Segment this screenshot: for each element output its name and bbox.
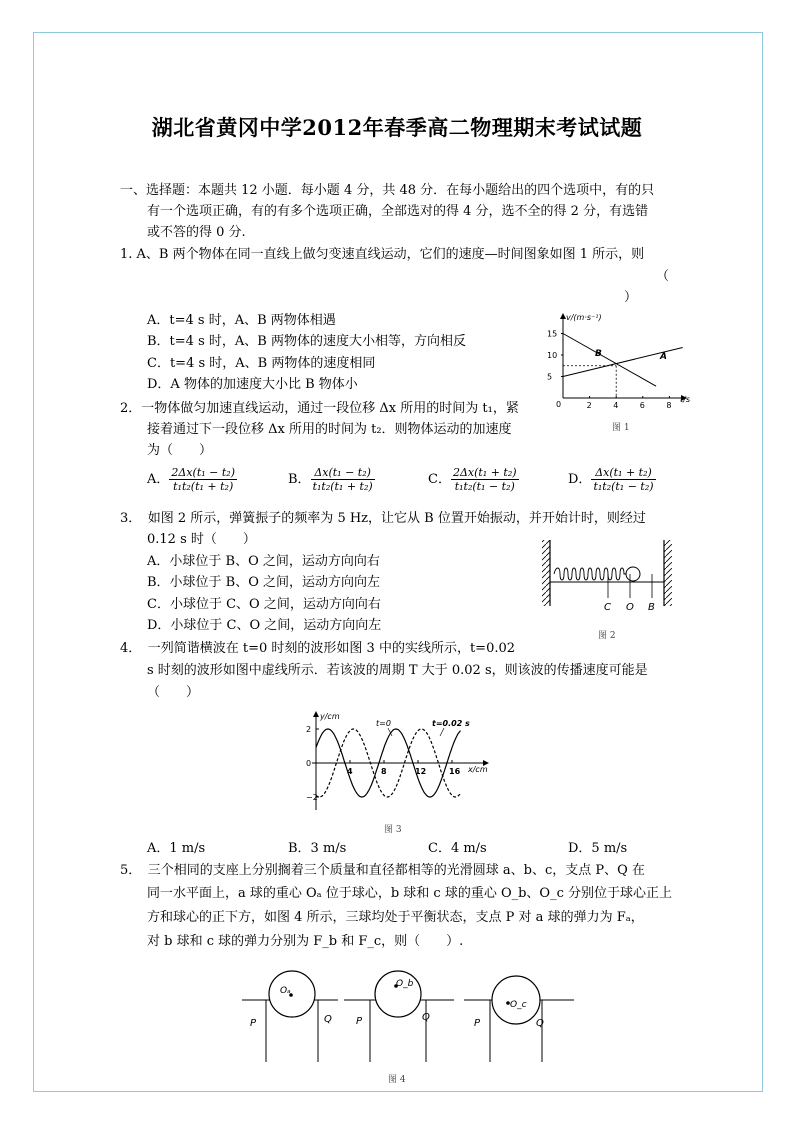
fig1-ytick-15: 15 [547,329,558,339]
q2-option-c-label: C． [428,472,451,487]
q4-line3: （ ） [147,685,200,700]
q1-paren-close: ） [624,290,638,305]
q4-line1: 4． 一列简谐横波在 t=0 时刻的波形如图 3 中的实线所示，t=0.02 [120,641,516,656]
fig1-label-b: B [595,349,602,359]
fig1-xtick-8: 8 [666,401,672,410]
fig4-ball-a [242,971,338,1062]
fig1-ylabel: v/(m·s⁻¹) [566,313,602,322]
q3-line1: 3． 如图 2 所示，弹簧振子的频率为 5 Hz，让它从 B 位置开始振动，并开始计时，则经过 [120,511,646,526]
q4-option-b: B．3 m/s [288,841,347,856]
q2-line1: 2．一物体做匀加速直线运动，通过一段位移 Δx 所用的时间为 t₁，紧 [120,401,519,416]
q4-option-c: C．4 m/s [428,841,487,856]
spring [554,568,626,580]
fig1-xtick-2: 2 [586,401,592,410]
fig1-origin: 0 [556,400,562,409]
q4-figure-caption: 图 3 [384,825,402,835]
fig4-p-c: P [474,1018,481,1029]
q2-option-a-den: t₁t₂(t₁ + t₂) [173,480,234,493]
q5-line3: 方和球心的正下方，如图 4 所示，三球均处于平衡状态，支点 P 对 a 球的弹力为 Fₐ， [147,910,644,925]
fig3-xtick-12: 12 [415,767,427,776]
fig3-solid-label: t=0 [376,719,391,728]
q4-option-d: D．5 m/s [568,841,628,856]
q3-figure-caption: 图 2 [598,631,616,641]
fig2-label-b: B [648,602,655,613]
section-instructions-line3: 或不答的得 0 分. [147,225,246,240]
q1-figure-caption: 图 1 [612,423,630,433]
q2-option-d-den: t₁t₂(t₁ − t₂) [593,480,654,493]
fig3-dashed-label: t=0.02 s [432,719,470,728]
fig4-ball-c [464,976,574,1062]
q4-line2: s 时刻的波形如图中虚线所示．若该波的周期 T 大于 0.02 s，则该波的传播速度可能是 [147,663,648,678]
q2-line2: 接着通过下一段位移 Δx 所用的时间为 t₂．则物体运动的加速度 [147,422,512,437]
q5-figure-caption: 图 4 [388,1075,406,1085]
fig4-p-a: P [250,1018,257,1029]
section-instructions-line1: 一、选择题：本题共 12 小题．每小题 4 分，共 48 分．在每小题给出的四个选项中，有的只 [120,183,655,198]
figure-4-three-balls [236,962,580,1066]
page-title: 湖北省黄冈中学2012年春季高二物理期末考试试题 [151,115,643,140]
q2-option-c-den: t₁t₂(t₁ − t₂) [454,480,515,493]
q3-line2: 0.12 s 时（ ） [147,532,256,547]
q2-option-a-label: A． [147,472,170,487]
fig1-label-a: A [660,352,667,362]
q2-option-d-label: D． [568,472,592,487]
q3-option-b: B．小球位于 B、O 之间，运动方向向左 [147,575,381,590]
q1-stem: 1. A、B 两个物体在同一直线上做匀变速直线运动，它们的速度—时间图象如图 1 所示，则 [120,247,645,262]
q3-option-c: C．小球位于 C、O 之间，运动方向向右 [147,597,381,612]
fig4-p-b: P [356,1016,363,1027]
fig4-ball-b [344,971,454,1062]
q2-option-a [147,466,237,494]
fig3-ylabel: y/cm [320,712,340,721]
q2-line3: 为（ ） [147,443,213,458]
q2-option-b [288,466,375,494]
q1-option-c: C．t=4 s 时，A、B 两物体的速度相同 [147,356,376,371]
fig4-q-b: Q [422,1012,430,1023]
q4-option-a: A．1 m/s [147,841,206,856]
fig1-xlabel: t/s [680,395,690,404]
fig4-q-c: Q [536,1018,544,1029]
q5-line4: 对 b 球和 c 球的弹力分别为 F_b 和 F_c，则（ ）. [147,934,464,949]
q2-option-b-label: B． [288,472,311,487]
q2-option-b-num: Δx(t₁ − t₂) [311,466,375,480]
q2-option-d [568,466,656,494]
section-instructions-line2: 有一个选项正确，有的有多个选项正确，全部选对的得 4 分，选不全的得 2 分，有选错 [147,204,649,219]
fig4-center-c: O_c [510,1000,527,1010]
fig4-center-b: O_b [396,979,414,989]
figure-1-vt-graph [536,306,696,418]
q2-option-c [428,466,519,494]
fig4-q-a: Q [324,1014,332,1025]
fig1-xtick-6: 6 [639,401,645,410]
oscillator-ball [626,567,640,581]
q1-option-a: A．t=4 s 时，A、B 两物体相遇 [147,313,336,328]
q2-option-b-den: t₁t₂(t₁ + t₂) [312,480,373,493]
q1-paren-open: （ [656,269,670,284]
q5-line1: 5． 三个相同的支座上分别搁着三个质量和直径都相等的光滑圆球 a、b、c，支点 P、Q 在 [120,863,645,878]
fig3-ytick-1: 0 [306,759,312,768]
fig1-ytick-10: 10 [547,351,558,360]
q5-line2: 同一水平面上，a 球的重心 Oₐ 位于球心，b 球和 c 球的重心 O_b、O_c 分别位于球心正上 [147,886,673,901]
q2-option-d-num: Δx(t₁ + t₂) [591,466,655,480]
fig3-xlabel: x/cm [468,765,488,774]
fig1-xtick-4: 4 [613,401,619,410]
fig3-ytick-2: −2 [306,793,318,802]
q1-option-b: B．t=4 s 时，A、B 两物体的速度大小相等，方向相反 [147,334,466,349]
figure-3-wave-graph [292,706,492,814]
fig3-xtick-4: 4 [347,767,353,776]
fig1-ytick-5: 5 [547,372,553,382]
fig3-xtick-16: 16 [449,767,461,776]
q3-option-a: A．小球位于 B、O 之间，运动方向向右 [147,554,380,569]
fig4-center-a: Oₐ [280,986,291,996]
fig2-label-c: C [604,602,611,613]
q2-option-c-num: 2Δx(t₁ + t₂) [452,466,517,479]
q1-option-d: D．A 物体的加速度大小比 B 物体小 [147,377,358,392]
fig3-ytick-0: 2 [306,725,312,734]
fig2-label-o: O [626,602,634,613]
fig1-line-b [563,334,656,387]
fig3-xtick-8: 8 [381,767,387,776]
q3-option-d: D．小球位于 C、O 之间，运动方向向左 [147,618,382,633]
q2-option-a-num: 2Δx(t₁ − t₂) [171,466,235,479]
figure-2-spring-oscillator [540,538,674,630]
